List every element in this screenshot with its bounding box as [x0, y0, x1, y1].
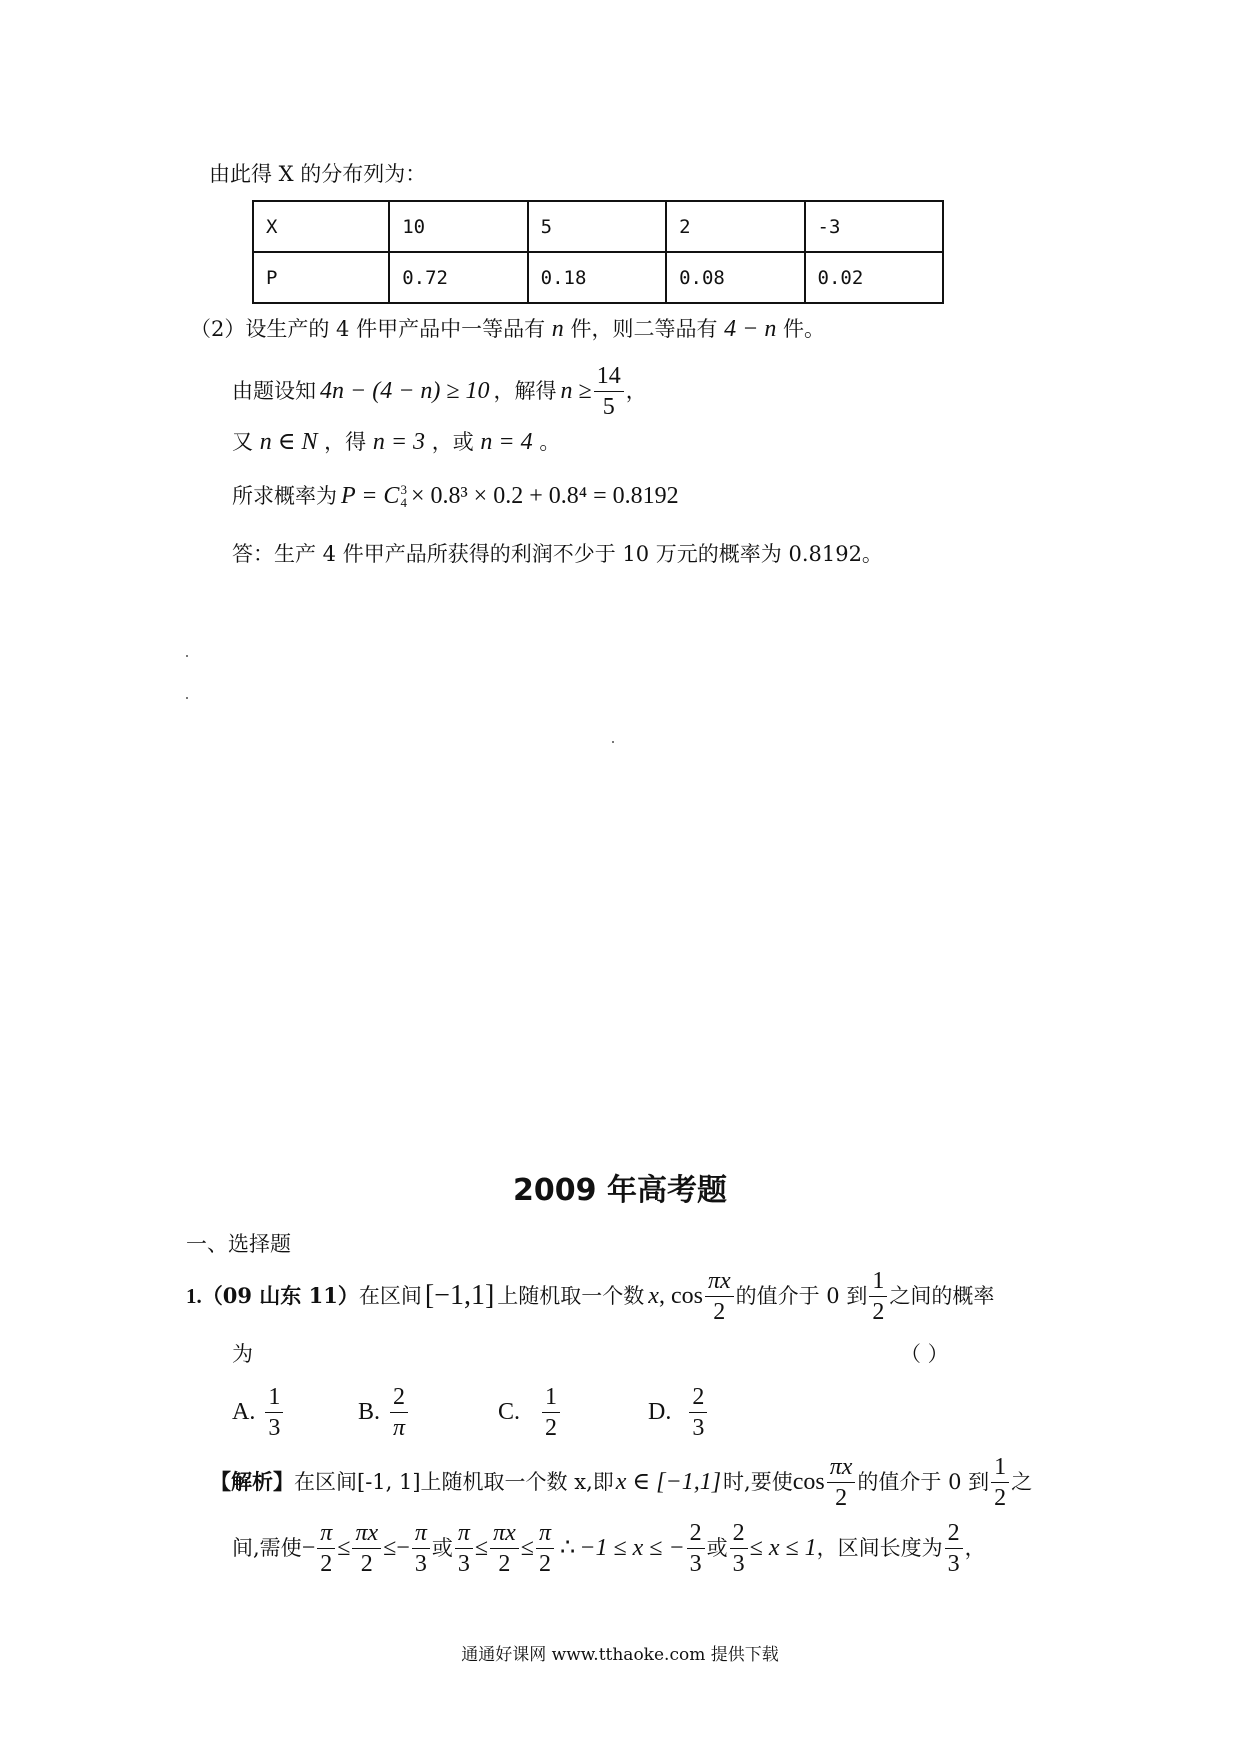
section-heading: 一、选择题 — [186, 1232, 291, 1256]
denominator: 3 — [732, 1550, 745, 1577]
fraction — [594, 364, 624, 419]
denominator: 3 — [414, 1550, 427, 1577]
part2-line4 — [232, 482, 679, 510]
text: 又 — [232, 430, 253, 454]
numerator: π — [317, 1521, 335, 1549]
numerator: 2 — [730, 1521, 748, 1549]
numerator: πx — [490, 1521, 519, 1549]
numerator: 2 — [945, 1521, 963, 1549]
question-1-line2: 为 — [232, 1342, 253, 1366]
math-expr: [−1,1] — [424, 1280, 495, 1311]
option-label: C. — [498, 1399, 521, 1425]
denominator: 3 — [692, 1414, 705, 1441]
numerator: 2 — [687, 1521, 705, 1549]
text: ， — [625, 379, 647, 403]
math-expr: −1 ≤ x ≤ − — [579, 1535, 685, 1561]
text: ， — [964, 1536, 986, 1560]
text: 由题设知 — [232, 379, 316, 403]
text: 件。 — [783, 317, 826, 341]
text: 的值介于 0 到 — [735, 1284, 868, 1308]
answer-paren: （ ） — [900, 1342, 949, 1366]
denominator: 2 — [835, 1484, 848, 1511]
fraction — [991, 1455, 1009, 1510]
table-cell: 0.08 — [666, 252, 804, 303]
subscript: 4 — [400, 495, 407, 510]
math-expr: n ∈ N — [259, 429, 318, 455]
numerator: πx — [705, 1269, 734, 1297]
text: （2）设生产的 4 件甲产品中一等品有 — [190, 317, 546, 341]
numerator: πx — [352, 1521, 381, 1549]
math-expr: cos — [792, 1469, 825, 1495]
question-source: （09 山东 11） — [201, 1283, 359, 1308]
denominator: 3 — [947, 1550, 960, 1577]
analysis-line1 — [210, 1452, 1032, 1512]
text: 在区间[-1, 1]上随机取一个数 x,即 — [294, 1470, 614, 1494]
table-row — [253, 252, 943, 303]
fraction — [542, 1385, 560, 1440]
fraction — [687, 1521, 705, 1576]
math-op: ≤ — [474, 1535, 489, 1561]
text: 上随机取一个数 — [497, 1284, 645, 1308]
option-label: A. — [232, 1399, 256, 1425]
option-c[interactable] — [498, 1385, 648, 1440]
numerator: 1 — [991, 1455, 1009, 1483]
numerator: π — [412, 1521, 430, 1549]
math-var: n — [551, 316, 564, 342]
text: 所求概率为 — [232, 484, 337, 508]
analysis-line2 — [232, 1516, 986, 1580]
text: 之间的概率 — [889, 1284, 995, 1308]
fraction — [390, 1385, 408, 1440]
question-1-line1 — [186, 1268, 994, 1324]
fraction — [689, 1385, 707, 1440]
text: 的值介于 0 到 — [857, 1470, 990, 1494]
fraction — [352, 1521, 381, 1576]
part2-line2 — [232, 362, 647, 420]
distribution-table — [252, 200, 944, 304]
intro-line: 由此得 X 的分布列为： — [209, 162, 427, 186]
denominator: 2 — [994, 1484, 1007, 1511]
option-a[interactable] — [232, 1385, 358, 1440]
denominator: 2 — [498, 1550, 511, 1577]
fraction — [455, 1521, 473, 1576]
part2-line1 — [190, 315, 825, 343]
math-expr: x ∈ [−1,1] — [615, 1469, 722, 1495]
denominator: 2 — [320, 1550, 333, 1577]
math-expr: n ≥ — [560, 378, 592, 404]
text: ，或 — [431, 430, 474, 454]
table-cell: X — [253, 201, 389, 252]
math-op: − — [301, 1535, 316, 1561]
text: ，解得 — [493, 379, 557, 403]
table-cell: P — [253, 252, 389, 303]
fraction — [265, 1385, 283, 1440]
table-cell: 0.72 — [389, 252, 527, 303]
denominator: 2 — [713, 1298, 726, 1325]
text: 或 — [706, 1536, 728, 1560]
math-expr: × 0.8³ × 0.2 + 0.8⁴ = 0.8192 — [410, 483, 679, 509]
math-expr: , cos — [658, 1283, 703, 1309]
denominator: 2 — [360, 1550, 373, 1577]
numerator: π — [455, 1521, 473, 1549]
numerator: 14 — [594, 364, 624, 392]
text: 时,要使 — [723, 1470, 793, 1494]
table-cell: 2 — [666, 201, 804, 252]
numerator: 1 — [265, 1385, 283, 1413]
combination-indices — [400, 483, 407, 509]
answer-line: 答：生产 4 件甲产品所获得的利润不少于 10 万元的概率为 0.8192。 — [232, 542, 883, 566]
fraction — [945, 1521, 963, 1576]
option-b[interactable] — [358, 1385, 498, 1440]
denominator: π — [393, 1414, 406, 1441]
text: 间,需使 — [232, 1536, 302, 1560]
math-expr: 4n − (4 − n) ≥ 10 — [320, 378, 490, 404]
table-cell: 0.18 — [528, 252, 666, 303]
denominator: 2 — [538, 1550, 551, 1577]
math-expr: 4 − n — [724, 316, 777, 342]
numerator: 2 — [390, 1385, 408, 1413]
superscript: 3 — [400, 482, 407, 497]
table-cell: 5 — [528, 201, 666, 252]
numerator: πx — [827, 1455, 856, 1483]
fraction — [730, 1521, 748, 1576]
math-expr: ≤ x ≤ 1 — [749, 1535, 817, 1561]
stray-dot — [186, 655, 188, 657]
fraction — [705, 1269, 734, 1324]
math-op: ≤ — [520, 1535, 534, 1561]
part2-line3 — [232, 428, 560, 456]
numerator: 1 — [869, 1269, 887, 1297]
table-cell: 10 — [389, 201, 527, 252]
fraction — [412, 1521, 430, 1576]
stray-dot — [612, 741, 614, 743]
table-row — [253, 201, 943, 252]
text: 在区间 — [358, 1284, 422, 1308]
math-op: − — [396, 1535, 410, 1561]
numerator: 1 — [542, 1385, 560, 1413]
fraction — [869, 1269, 887, 1324]
denominator: 3 — [268, 1414, 281, 1441]
analysis-tag: 【解析】 — [210, 1469, 294, 1494]
fraction — [490, 1521, 519, 1576]
denominator: 2 — [545, 1414, 558, 1441]
text: ，得 — [324, 430, 367, 454]
fraction — [317, 1521, 335, 1576]
text: 。 — [539, 430, 561, 454]
numerator: π — [536, 1521, 554, 1549]
therefore-symbol: ∴ — [559, 1535, 576, 1561]
table-cell: -3 — [805, 201, 943, 252]
fraction — [536, 1521, 554, 1576]
option-label: D. — [648, 1399, 672, 1425]
option-d[interactable] — [648, 1385, 768, 1440]
text: 之 — [1011, 1470, 1033, 1494]
denominator: 2 — [872, 1298, 885, 1325]
denominator: 5 — [602, 393, 615, 420]
text: ，区间长度为 — [816, 1536, 943, 1560]
footer-credit: 通通好课网 www.tthaoke.com 提供下载 — [461, 1645, 779, 1665]
math-op: ≤ — [383, 1535, 397, 1561]
option-label: B. — [358, 1399, 381, 1425]
math-op: ≤ — [337, 1535, 351, 1561]
stray-dot — [186, 697, 188, 699]
math-expr: n = 3 — [372, 429, 426, 455]
section-title: 2009 年高考题 — [513, 1173, 727, 1208]
math-var: x — [648, 1283, 659, 1309]
denominator: 3 — [457, 1550, 470, 1577]
numerator: 2 — [689, 1385, 707, 1413]
text: 件，则二等品有 — [570, 317, 718, 341]
question-number: 1. — [186, 1284, 202, 1308]
denominator: 3 — [689, 1550, 702, 1577]
text: 或 — [431, 1536, 453, 1560]
math-expr: n = 4 — [480, 429, 533, 455]
fraction — [827, 1455, 856, 1510]
table-cell: 0.02 — [805, 252, 943, 303]
math-expr: P = C — [341, 483, 400, 509]
options-row — [232, 1382, 768, 1442]
